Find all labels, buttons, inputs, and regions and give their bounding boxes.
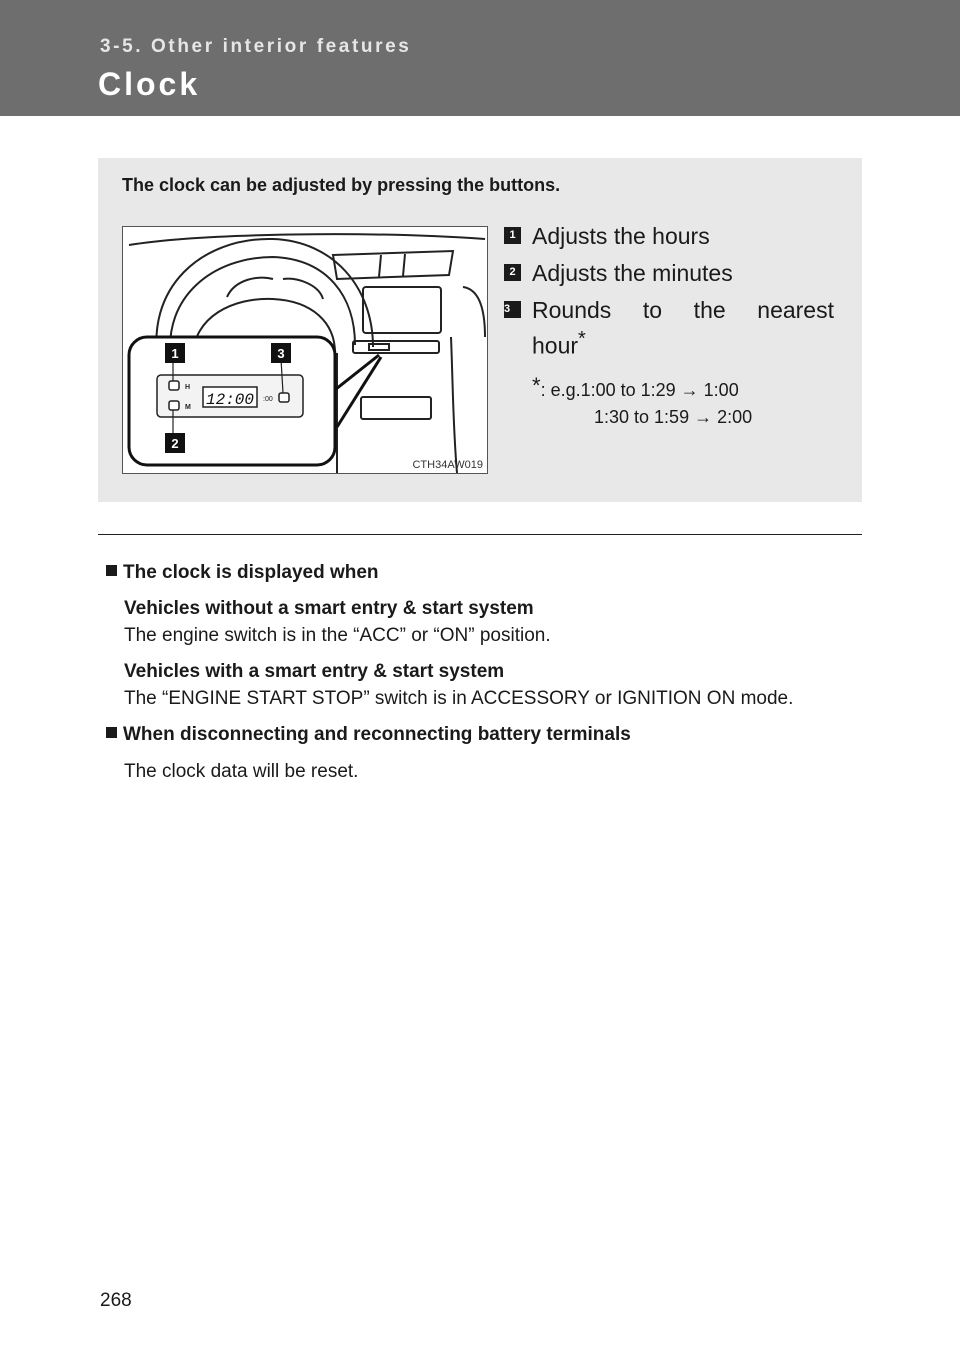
callout-text: Adjusts the minutes (532, 260, 733, 286)
center-screen (363, 287, 441, 333)
dash-clock (353, 341, 439, 353)
note-subheading: Vehicles without a smart entry & start system (124, 598, 534, 619)
note-body: The clock data will be reset. (124, 761, 359, 782)
note-body: The engine switch is in the “ACC” or “ON” position. (124, 625, 551, 646)
section-divider (98, 534, 862, 535)
badge-3-label: 3 (277, 346, 285, 361)
page-header (0, 0, 960, 116)
callout-3-continuation (504, 325, 834, 360)
center-vent (333, 251, 453, 279)
hour-button-label: H (185, 384, 191, 391)
dashboard-drawing (123, 227, 487, 473)
clock-display-text: 12:00 (205, 391, 255, 409)
callout-continuation-text: hour (532, 332, 579, 359)
callout-number: 3 (504, 301, 521, 318)
callout-text: Adjusts the hours (532, 223, 710, 249)
footnote-line-2: 1:30 to 1:59 → 2:00 (594, 406, 753, 427)
badge-1-label: 1 (171, 346, 179, 361)
callout-number: 2 (504, 264, 521, 281)
callout-number: 1 (504, 227, 521, 244)
callout-2 (504, 257, 834, 289)
minute-button-shape (169, 401, 179, 410)
bullet-square-icon (106, 727, 117, 738)
clock-illustration (122, 226, 488, 474)
hour-button-shape (169, 381, 179, 390)
figure-code: CTH34AW019 (412, 459, 483, 471)
callout-list (504, 220, 834, 431)
footnote-marker: * (578, 328, 586, 350)
callout-text: Rounds to the nearest (532, 297, 834, 323)
info-panel (98, 158, 862, 502)
minute-button-label: M (185, 404, 191, 411)
note-heading-battery (106, 722, 854, 748)
note-heading-display (106, 560, 854, 586)
note-heading-text: The clock is displayed when (123, 562, 379, 583)
round-button-label: :00 (263, 396, 273, 403)
badge-2-label: 2 (171, 436, 179, 451)
callout-1 (504, 220, 834, 252)
footnote-star: * (532, 372, 541, 398)
note-subheading: Vehicles with a smart entry & start system (124, 661, 505, 682)
bullet-square-icon (106, 565, 117, 576)
footnote-line-1: : e.g.1:00 to 1:29 → 1:00 (540, 379, 739, 400)
callout-3 (504, 294, 834, 326)
page-number: 268 (100, 1290, 132, 1311)
page-title: Clock (98, 66, 201, 102)
notes-section (106, 560, 854, 785)
panel-intro: The clock can be adjusted by pressing the buttons. (122, 175, 561, 195)
note-heading-text: When disconnecting and reconnecting battery terminals (123, 724, 631, 745)
footnote (504, 372, 834, 431)
note-body: The “ENGINE START STOP” switch is in ACCESSORY or IGNITION ON mode. (124, 688, 794, 709)
section-label: 3-5. Other interior features (100, 36, 412, 57)
round-button-shape (279, 393, 289, 402)
